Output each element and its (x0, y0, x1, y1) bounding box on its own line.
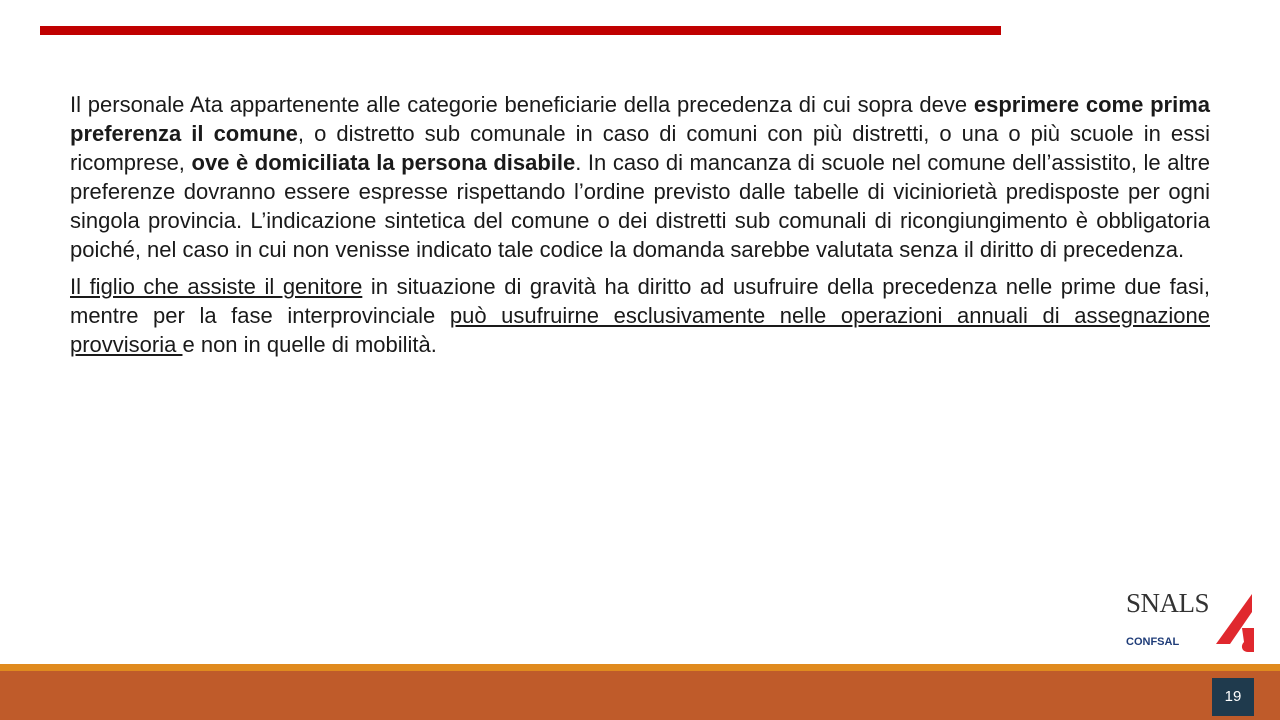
footer-accent-stripe (0, 664, 1280, 671)
p1-bold-2: ove è domiciliata la persona disabile (191, 150, 576, 175)
p2-text-2: e non in quelle di mobilità. (182, 332, 437, 357)
p1-text-1: Il personale Ata appartenente alle categorie beneficiarie della precedenza di cui sopra deve (70, 92, 974, 117)
logo-name: SNALS (1126, 588, 1210, 618)
p2-underline-1: Il figlio che assiste il genitore (70, 274, 363, 299)
p1-bold-1: esprimere come prima preferenza il comune (70, 92, 1210, 146)
page-number-badge: 19 (1212, 678, 1254, 716)
slide-body (70, 90, 1210, 367)
top-accent-bar (40, 26, 1001, 35)
p1-text-2: , o distretto sub comunale in caso di comuni con più distretti, o una o più scuole in essi ricomprese, (70, 121, 1210, 175)
paragraph-precedence-ata (70, 90, 1210, 264)
p2-text-1: in situazione di gravità ha diritto ad usufruire della precedenza nelle prime due fasi, mentre per la fase interprovinciale (70, 274, 1211, 328)
p1-text-3: . In caso di mancanza di scuole nel comune dell’assistito, le altre preferenze dovranno essere espresse rispettando l’ordine previsto dalle tabelle di viciniorietà predisposte per ogni singola provincia. L’indicazione sintetica del comune o dei distretti sub comunali di ricongiungimento è obbligatoria poiché, nel caso in cui non venisse indicato tale codice la domanda sarebbe valutata senza il diritto di precedenza. (70, 150, 1210, 262)
logo-confsal: CONFSAL (1126, 636, 1180, 648)
p2-underline-2: può usufruirne esclusivamente nelle operazioni annuali di assegnazione provvisoria (70, 303, 1210, 357)
snals-logo-mark-icon (1196, 592, 1256, 654)
snals-confsal-logo (1120, 588, 1255, 658)
paragraph-figlio-genitore (70, 272, 1210, 359)
footer-bar (0, 671, 1280, 720)
